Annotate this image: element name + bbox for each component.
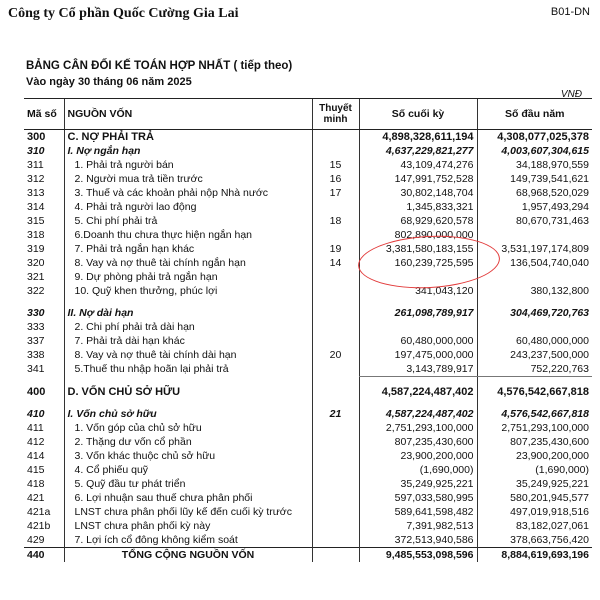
row-end-amount: 160,239,725,595 (359, 256, 477, 270)
row-note (312, 533, 359, 548)
row-note (312, 320, 359, 334)
table-row (24, 256, 592, 270)
row-label (64, 298, 312, 306)
row-note (312, 385, 359, 399)
row-end-amount: 147,991,752,528 (359, 172, 477, 186)
header-note: Thuyết minh (312, 99, 359, 130)
row-begin-amount: 752,220,763 (477, 362, 592, 377)
row-end-amount: 23,900,200,000 (359, 449, 477, 463)
row-label: I. Nợ ngắn hạn (64, 144, 312, 158)
row-note (312, 130, 359, 145)
row-code: 312 (27, 173, 45, 185)
row-end-amount: 43,109,474,276 (359, 158, 477, 172)
row-label: 5. Chi phí phải trả (64, 214, 312, 228)
row-label: II. Nợ dài hạn (64, 306, 312, 320)
row-code: 421 (27, 492, 45, 504)
row-end-amount: 3,381,580,183,155 (359, 242, 477, 256)
row-begin-amount: 4,576,542,667,818 (477, 407, 592, 421)
row-label: 7. Phải trả ngắn hạn khác (64, 242, 312, 256)
row-code: 333 (27, 321, 45, 333)
row-code: 418 (27, 478, 45, 490)
row-end-amount: 4,898,328,611,194 (359, 130, 477, 145)
row-code: 314 (27, 201, 45, 213)
row-label: 1. Vốn góp của chủ sở hữu (64, 421, 312, 435)
row-note: 21 (312, 407, 359, 421)
form-code: B01-DN (550, 6, 590, 18)
row-code: 411 (27, 422, 44, 434)
row-label: 8. Vay và nợ thuê tài chính ngắn hạn (64, 256, 312, 270)
row-code: 315 (27, 215, 45, 227)
table-row (24, 130, 592, 145)
table-row (24, 533, 592, 548)
row-note: 20 (312, 348, 359, 362)
row-note: 16 (312, 172, 359, 186)
row-note (312, 399, 359, 407)
row-label: 5. Quỹ đầu tư phát triển (64, 477, 312, 491)
row-note: 15 (312, 158, 359, 172)
row-label: C. NỢ PHẢI TRẢ (64, 130, 312, 145)
row-begin-amount: 380,132,800 (477, 284, 592, 298)
row-begin-amount (477, 377, 592, 386)
table-row (24, 158, 592, 172)
table-row (24, 407, 592, 421)
row-note (312, 200, 359, 214)
row-begin-amount (477, 228, 592, 242)
row-code: 341 (27, 363, 45, 376)
row-note (312, 435, 359, 449)
row-label: LNST chưa phân phối lũy kế đến cuối kỳ trước (64, 505, 312, 519)
total-label: TỔNG CỘNG NGUỒN VỐN (64, 548, 312, 563)
header-source: NGUỒN VỐN (64, 99, 312, 130)
row-end-amount (359, 270, 477, 284)
row-label: 4. Phải trả người lao động (64, 200, 312, 214)
row-begin-amount (477, 298, 592, 306)
row-end-amount: 7,391,982,513 (359, 519, 477, 533)
table-row (24, 144, 592, 158)
row-code: 320 (27, 257, 45, 269)
row-note (312, 298, 359, 306)
row-end-amount: 4,637,229,821,277 (359, 144, 477, 158)
header-end-period: Số cuối kỳ (359, 99, 477, 130)
row-label: 2. Thặng dư vốn cổ phần (64, 435, 312, 449)
row-label: 5.Thuế thu nhập hoãn lại phải trả (64, 362, 312, 377)
row-end-amount: 1,345,833,321 (359, 200, 477, 214)
company-name: Công ty Cổ phần Quốc Cường Gia Lai (8, 6, 239, 21)
row-note (312, 334, 359, 348)
table-row (24, 421, 592, 435)
row-code (24, 377, 64, 386)
row-label: 9. Dự phòng phải trả ngắn hạn (64, 270, 312, 284)
row-note (312, 306, 359, 320)
row-note (312, 362, 359, 377)
row-code: 410 (27, 408, 45, 420)
row-note: 17 (312, 186, 359, 200)
balance-sheet-table (24, 98, 592, 562)
row-code: 412 (27, 436, 45, 448)
table-row (24, 449, 592, 463)
total-code: 440 (24, 548, 64, 563)
row-end-amount: (1,690,000) (359, 463, 477, 477)
table-row (24, 435, 592, 449)
table-row (24, 477, 592, 491)
row-note (312, 491, 359, 505)
row-code: 421b (27, 520, 51, 532)
row-end-amount: 68,929,620,578 (359, 214, 477, 228)
row-note (312, 421, 359, 435)
row-note (312, 377, 359, 386)
row-code: 415 (27, 464, 45, 476)
table-row (24, 284, 592, 298)
total-end-amount: 9,485,553,098,596 (359, 548, 477, 563)
table-row (24, 228, 592, 242)
table-row (24, 270, 592, 284)
table-row (24, 385, 592, 399)
row-begin-amount (477, 270, 592, 284)
row-end-amount: 4,587,224,487,402 (359, 407, 477, 421)
row-code: 421a (27, 506, 51, 518)
row-note (312, 270, 359, 284)
row-code: 414 (27, 450, 45, 462)
table-header-row (24, 99, 592, 130)
row-begin-amount: 60,480,000,000 (477, 334, 592, 348)
row-note: 14 (312, 256, 359, 270)
row-code: 321 (27, 271, 45, 283)
row-end-amount: 597,033,580,995 (359, 491, 477, 505)
row-begin-amount: 23,900,200,000 (477, 449, 592, 463)
row-begin-amount: 497,019,918,516 (477, 505, 592, 519)
row-begin-amount: 3,531,197,174,809 (477, 242, 592, 256)
row-end-amount (359, 377, 477, 386)
row-label: 2. Chi phí phải trả dài hạn (64, 320, 312, 334)
table-row (24, 306, 592, 320)
row-label: 1. Phải trả người bán (64, 158, 312, 172)
row-code (24, 298, 64, 306)
spacer-row (24, 399, 592, 407)
row-code: 319 (27, 243, 45, 255)
spacer-row (24, 298, 592, 306)
row-code: 322 (27, 285, 45, 297)
table-row (24, 172, 592, 186)
row-label (64, 399, 312, 407)
row-label: LNST chưa phân phối kỳ này (64, 519, 312, 533)
row-begin-amount: 4,308,077,025,378 (477, 130, 592, 145)
currency-unit: VNĐ (560, 89, 582, 100)
table-row (24, 214, 592, 228)
row-label: 6.Doanh thu chưa thực hiện ngắn hạn (64, 228, 312, 242)
table-row (24, 362, 592, 377)
row-begin-amount: 378,663,756,420 (477, 533, 592, 548)
row-end-amount: 2,751,293,100,000 (359, 421, 477, 435)
row-end-amount: 35,249,925,221 (359, 477, 477, 491)
row-begin-amount: 243,237,500,000 (477, 348, 592, 362)
total-note (312, 548, 359, 563)
table-row (24, 242, 592, 256)
row-begin-amount: 80,670,731,463 (477, 214, 592, 228)
spacer-row (24, 377, 592, 386)
row-code: 311 (27, 159, 44, 171)
row-code: 337 (27, 335, 45, 347)
table-row (24, 505, 592, 519)
row-begin-amount: 580,201,945,577 (477, 491, 592, 505)
row-note (312, 228, 359, 242)
row-end-amount (359, 320, 477, 334)
row-begin-amount: 35,249,925,221 (477, 477, 592, 491)
row-code (24, 399, 64, 407)
row-note (312, 519, 359, 533)
row-begin-amount: 807,235,430,600 (477, 435, 592, 449)
row-label: 10. Quỹ khen thưởng, phúc lợi (64, 284, 312, 298)
row-note (312, 463, 359, 477)
row-end-amount: 589,641,598,482 (359, 505, 477, 519)
row-label: I. Vốn chủ sở hữu (64, 407, 312, 421)
row-note (312, 477, 359, 491)
report-date: Vào ngày 30 tháng 06 năm 2025 (26, 76, 192, 88)
report-title: BẢNG CÂN ĐỐI KẾ TOÁN HỢP NHẤT ( tiếp theo) (26, 60, 293, 72)
row-label: 7. Lợi ích cổ đông không kiểm soát (64, 533, 312, 548)
row-label: 7. Phải trả dài hạn khác (64, 334, 312, 348)
table-row (24, 320, 592, 334)
row-begin-amount: 34,188,970,559 (477, 158, 592, 172)
row-note: 19 (312, 242, 359, 256)
header-code: Mã số (24, 99, 64, 130)
row-end-amount: 807,235,430,600 (359, 435, 477, 449)
row-begin-amount: 83,182,027,061 (477, 519, 592, 533)
row-code: 338 (27, 349, 45, 361)
row-code: 318 (27, 229, 45, 241)
table-row (24, 491, 592, 505)
row-code: 300 (27, 131, 46, 143)
row-label: 6. Lợi nhuận sau thuế chưa phân phối (64, 491, 312, 505)
table-row (24, 186, 592, 200)
table-row (24, 200, 592, 214)
row-label (64, 377, 312, 386)
row-end-amount (359, 399, 477, 407)
row-end-amount: 372,513,940,586 (359, 533, 477, 548)
row-end-amount: 197,475,000,000 (359, 348, 477, 362)
row-begin-amount: 68,968,520,029 (477, 186, 592, 200)
row-begin-amount: 304,469,720,763 (477, 306, 592, 320)
header-begin-year: Số đầu năm (477, 99, 592, 130)
row-begin-amount: (1,690,000) (477, 463, 592, 477)
row-code: 310 (27, 145, 45, 157)
row-end-amount: 4,587,224,487,402 (359, 385, 477, 399)
row-label: 3. Vốn khác thuộc chủ sở hữu (64, 449, 312, 463)
row-end-amount: 802,890,000,000 (359, 228, 477, 242)
row-note (312, 505, 359, 519)
row-begin-amount: 4,003,607,304,615 (477, 144, 592, 158)
row-note (312, 449, 359, 463)
row-label: 2. Người mua trả tiền trước (64, 172, 312, 186)
row-begin-amount: 2,751,293,100,000 (477, 421, 592, 435)
total-begin-amount: 8,884,619,693,196 (477, 548, 592, 563)
row-end-amount: 30,802,148,704 (359, 186, 477, 200)
table-row (24, 519, 592, 533)
row-code: 400 (27, 386, 46, 398)
row-label: D. VỐN CHỦ SỞ HỮU (64, 385, 312, 399)
table-row (24, 334, 592, 348)
row-end-amount (359, 298, 477, 306)
row-begin-amount: 149,739,541,621 (477, 172, 592, 186)
row-code: 429 (27, 534, 45, 546)
row-begin-amount: 4,576,542,667,818 (477, 385, 592, 399)
table-row (24, 463, 592, 477)
row-note: 18 (312, 214, 359, 228)
row-begin-amount (477, 320, 592, 334)
row-note (312, 284, 359, 298)
row-label: 3. Thuế và các khoản phải nộp Nhà nước (64, 186, 312, 200)
row-label: 8. Vay và nợ thuê tài chính dài hạn (64, 348, 312, 362)
table-body (24, 130, 592, 563)
row-note (312, 144, 359, 158)
row-end-amount: 3,143,789,917 (359, 362, 477, 377)
row-begin-amount: 1,957,493,294 (477, 200, 592, 214)
row-code: 330 (27, 307, 45, 319)
table-row (24, 348, 592, 362)
row-begin-amount (477, 399, 592, 407)
row-label: 4. Cổ phiếu quỹ (64, 463, 312, 477)
total-row (24, 548, 592, 563)
row-code: 313 (27, 187, 45, 199)
row-end-amount: 261,098,789,917 (359, 306, 477, 320)
row-end-amount: 341,043,120 (359, 284, 477, 298)
row-begin-amount: 136,504,740,040 (477, 256, 592, 270)
row-end-amount: 60,480,000,000 (359, 334, 477, 348)
